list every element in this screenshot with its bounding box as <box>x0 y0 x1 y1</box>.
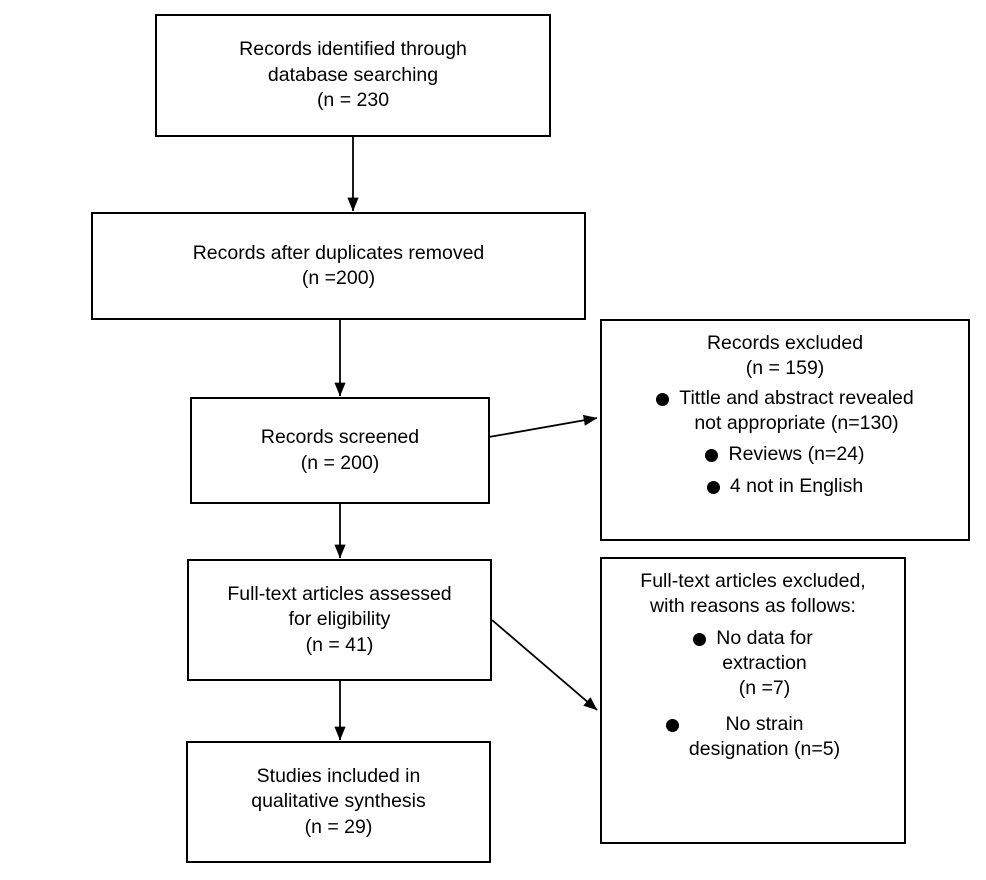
records-excluded-item-1-line-1: Tittle and abstract revealed <box>679 386 914 409</box>
node-fulltext-assessed-line-2: for eligibility <box>288 608 391 631</box>
fulltext-excluded-item-1-line-2: extraction <box>722 652 807 675</box>
fulltext-excluded-item-2 <box>612 712 894 763</box>
bullet-icon <box>656 393 669 406</box>
records-excluded-item-2 <box>612 442 958 467</box>
fulltext-excluded-headline-1: Full-text articles excluded, <box>640 570 866 592</box>
bullet-icon <box>666 719 679 732</box>
fulltext-excluded-item-2-text <box>689 712 840 763</box>
bullet-icon <box>705 449 718 462</box>
records-excluded-item-2-text <box>728 442 864 467</box>
records-excluded-item-1 <box>612 386 958 437</box>
node-duplicates-line-2: (n =200) <box>301 267 376 289</box>
bullet-icon <box>693 633 706 646</box>
node-fulltext-assessed-line-1: Full-text articles assessed <box>227 582 452 605</box>
records-excluded-headline-2: (n = 159) <box>745 357 825 380</box>
node-records-identified-line-2: database searching <box>267 63 439 86</box>
node-fulltext-assessed <box>187 559 492 681</box>
node-records-after-duplicates-removed <box>91 212 586 320</box>
node-records-screened <box>190 397 490 504</box>
fulltext-excluded-item-1-line-1: No data for <box>716 626 813 649</box>
node-included-line-1: Studies included in <box>256 764 421 787</box>
node-records-identified <box>155 14 551 137</box>
records-excluded-headline-1: Records excluded <box>706 332 864 354</box>
records-excluded-item-2-line-1: Reviews (n=24) <box>728 443 865 466</box>
node-records-identified-line-1: Records identified through <box>239 38 467 61</box>
node-records-excluded <box>600 319 970 541</box>
records-excluded-item-3-line-1: 4 not in English <box>729 474 864 497</box>
node-fulltext-assessed-line-3: (n = 41) <box>305 633 374 656</box>
records-excluded-item-1-text <box>679 386 914 437</box>
node-fulltext-excluded <box>600 557 906 844</box>
records-excluded-item-3 <box>612 474 958 499</box>
fulltext-excluded-item-2-line-1: No strain <box>725 712 804 735</box>
bullet-icon <box>707 481 720 494</box>
records-excluded-item-1-line-2: not appropriate (n=130) <box>694 412 899 435</box>
fulltext-excluded-item-1 <box>612 626 894 702</box>
node-screened-line-1: Records screened <box>260 426 420 449</box>
node-included-line-2: qualitative synthesis <box>251 790 426 813</box>
node-records-identified-line-3: (n = 230 <box>316 89 390 112</box>
fulltext-excluded-item-2-line-2: designation (n=5) <box>688 738 841 761</box>
node-screened-line-2: (n = 200) <box>300 451 380 474</box>
node-studies-included <box>186 741 491 863</box>
fulltext-excluded-item-1-line-3: (n =7) <box>738 677 791 700</box>
fulltext-excluded-item-1-text <box>716 626 812 702</box>
node-included-line-3: (n = 29) <box>304 815 373 838</box>
fulltext-excluded-headline-2: with reasons as follows: <box>650 595 856 618</box>
records-excluded-item-3-text <box>730 474 863 499</box>
node-duplicates-line-1: Records after duplicates removed <box>192 241 485 264</box>
